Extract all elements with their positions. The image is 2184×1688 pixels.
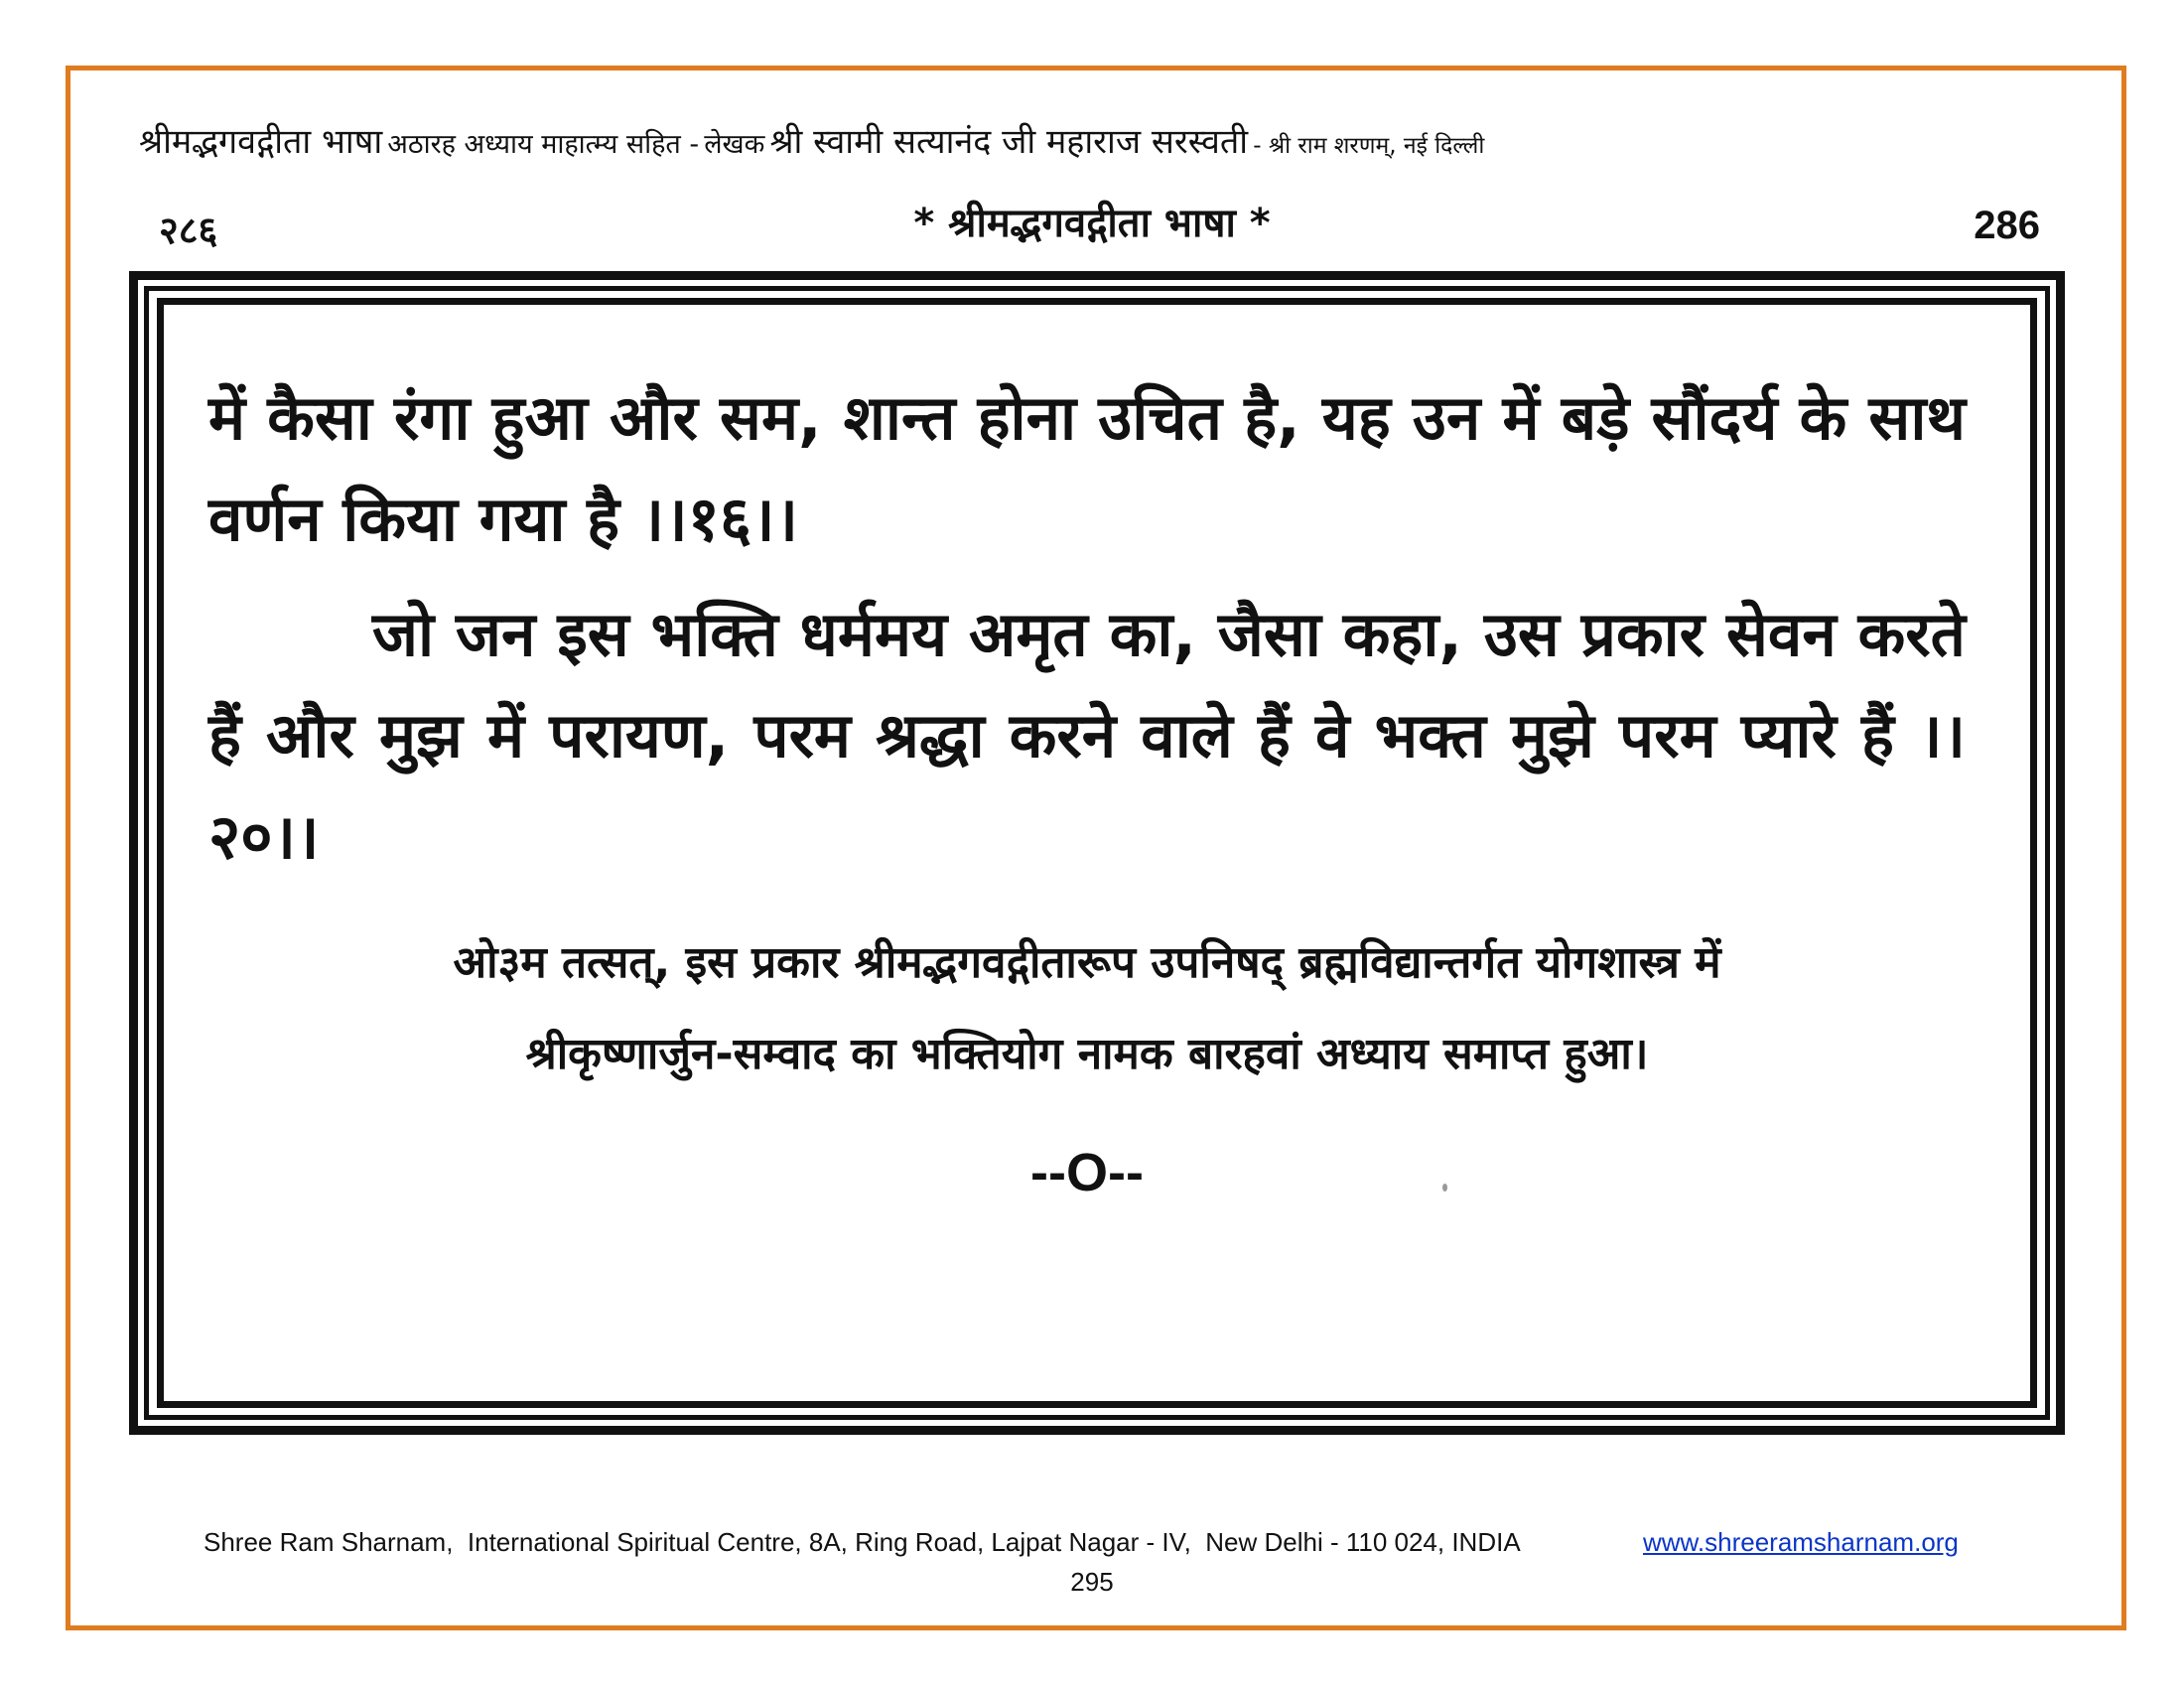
book-title: श्रीमद्भगवद्गीता भाषा [139,122,383,162]
author-prefix: लेखक [704,129,765,160]
verse-paragraph-19: में कैसा रंगा हुआ और सम, शान्त होना उचित है, यह उन में बड़े सौंदर्य के साथ वर्णन किया गया है ।।१६।। [208,381,1966,555]
footer-page-number: 295 [1070,1567,1114,1597]
page-title: * श्रीमद्भगवद्गीता भाषा * [913,201,1271,246]
ending-mark: --O-- [1030,1143,1144,1202]
chapter-colophon [208,917,1966,1100]
website-link[interactable]: www.shreeramsharnam.org [1643,1527,1959,1557]
header-subtitle: अठारह अध्याय माहात्म्य सहित - [387,129,700,160]
page-number-arabic: 286 [1974,204,2040,247]
scan-speck [1442,1184,1447,1192]
publisher: - श्री राम शरणम्, नई दिल्ली [1253,133,1485,159]
verse-paragraph-20: जो जन इस भक्ति धर्ममय अमृत का, जैसा कहा, उस प्रकार सेवन करते हैं और मुझ में परायण, परम श्रद्धा करने वाले हैं वे भक्त मुझे परम प्यारे हैं ।।२०।। [208,598,1966,873]
footer-address: Shree Ram Sharnam, International Spiritual Centre, 8A, Ring Road, Lajpat Nagar - IV, New Delhi - 110 024, INDIA [204,1527,1521,1557]
page-number-devanagari: २८६ [159,209,218,252]
colophon-line-2: श्रीकृष्णार्जुन-सम्वाद का भक्तियोग नामक बारहवां अध्याय समाप्त हुआ। [525,1029,1649,1079]
colophon-line-1: ओ३म तत्सत्, इस प्रकार श्रीमद्भगवद्गीतारूप उपनिषद् ब्रह्मविद्यान्तर्गत योगशास्त्र में [453,937,1721,988]
author-name: श्री स्वामी सत्यानंद जी महाराज सरस्वती [769,122,1249,162]
header-line [139,117,2065,163]
scripture-text [208,367,1966,1203]
